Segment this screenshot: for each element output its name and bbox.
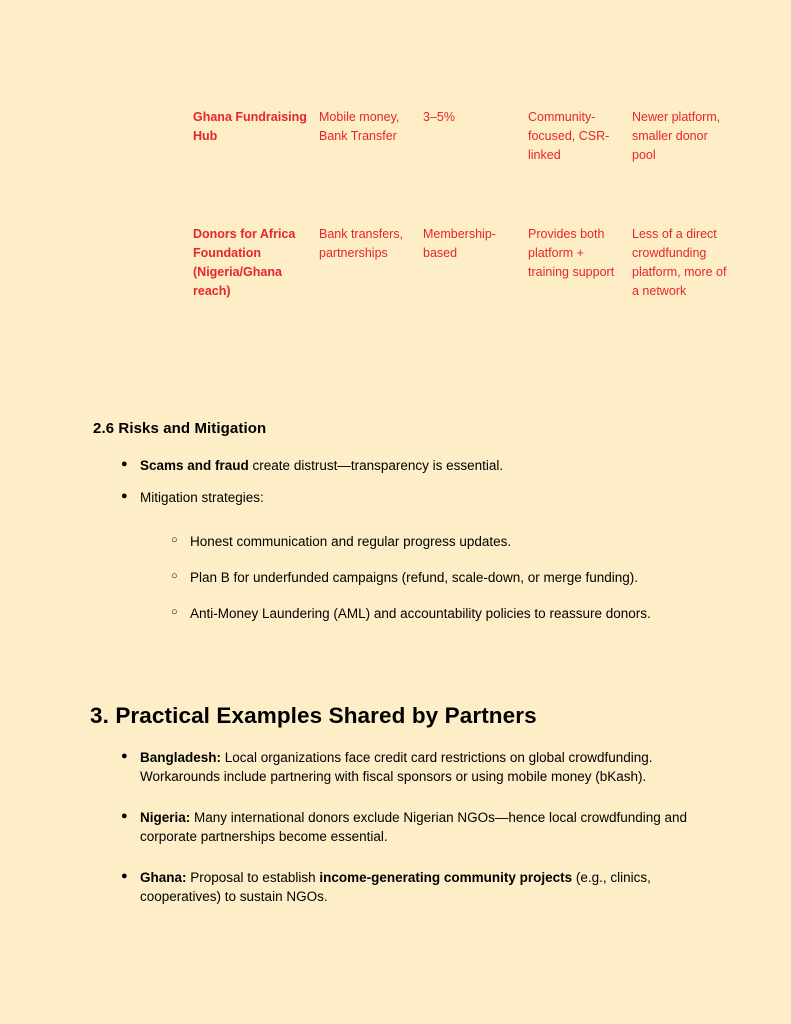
cell-notes: Newer platform, smaller donor pool bbox=[632, 110, 721, 162]
example-label: Nigeria: bbox=[140, 810, 191, 825]
list-item bbox=[118, 868, 708, 906]
table-row bbox=[193, 225, 727, 301]
table-row bbox=[193, 108, 727, 165]
bullet-rest-text: create distrust—transparency is essential. bbox=[248, 458, 504, 473]
practical-examples-list bbox=[118, 748, 708, 906]
section-heading-2-6: 2.6 Risks and Mitigation bbox=[93, 420, 267, 437]
cell-fees: 3–5% bbox=[423, 110, 455, 124]
list-item bbox=[168, 568, 748, 587]
sub-bullet-text: Plan B for underfunded campaigns (refund, scale-down, or merge funding). bbox=[190, 570, 639, 585]
list-item bbox=[118, 488, 718, 507]
example-text: Many international donors exclude Nigerian NGOs—hence local crowdfunding and corporate partnerships become essential. bbox=[140, 810, 688, 844]
example-text: Local organizations face credit card restrictions on global crowdfunding. Workarounds include partnering with fiscal sponsors or using mobile money (bKash). bbox=[140, 750, 653, 784]
spacer-cell bbox=[193, 165, 727, 225]
risks-bullet-list bbox=[118, 456, 718, 520]
cell-payment-methods: Bank transfers, partnerships bbox=[319, 227, 404, 260]
list-item bbox=[168, 604, 748, 623]
list-item bbox=[118, 748, 708, 786]
cell-payment-methods: Mobile money, Bank Transfer bbox=[319, 110, 400, 143]
platform-comparison-table bbox=[193, 108, 727, 301]
list-item bbox=[118, 808, 708, 846]
example-label: Ghana: bbox=[140, 870, 187, 885]
list-item bbox=[118, 456, 718, 475]
table-row-spacer bbox=[193, 165, 727, 225]
cell-fees: Membership-based bbox=[423, 227, 496, 260]
cell-focus: Provides both platform + training support bbox=[528, 227, 615, 279]
cell-focus: Community-focused, CSR-linked bbox=[528, 110, 610, 162]
bullet-strong-text: Scams and fraud bbox=[140, 458, 249, 473]
list-item bbox=[168, 532, 748, 551]
cell-platform-name: Ghana Fundraising Hub bbox=[193, 110, 307, 143]
bullet-text: Mitigation strategies: bbox=[140, 490, 264, 505]
example-text-after: (e.g., clinics, cooperatives) to sustain NGOs. bbox=[140, 870, 651, 904]
cell-platform-name: Donors for Africa Foundation (Nigeria/Ghana reach) bbox=[193, 227, 296, 298]
example-text-before: Proposal to establish bbox=[186, 870, 320, 885]
example-text-strong: income-generating community projects bbox=[319, 870, 573, 885]
sub-bullet-text: Honest communication and regular progress updates. bbox=[190, 534, 512, 549]
example-label: Bangladesh: bbox=[140, 750, 222, 765]
sub-bullet-text: Anti-Money Laundering (AML) and accountability policies to reassure donors. bbox=[190, 606, 651, 621]
comparison-table-wrapper bbox=[193, 108, 727, 301]
section-heading-3: 3. Practical Examples Shared by Partners bbox=[90, 703, 537, 728]
mitigation-sub-list bbox=[168, 532, 748, 623]
cell-notes: Less of a direct crowdfunding platform, more of a network bbox=[632, 227, 727, 298]
